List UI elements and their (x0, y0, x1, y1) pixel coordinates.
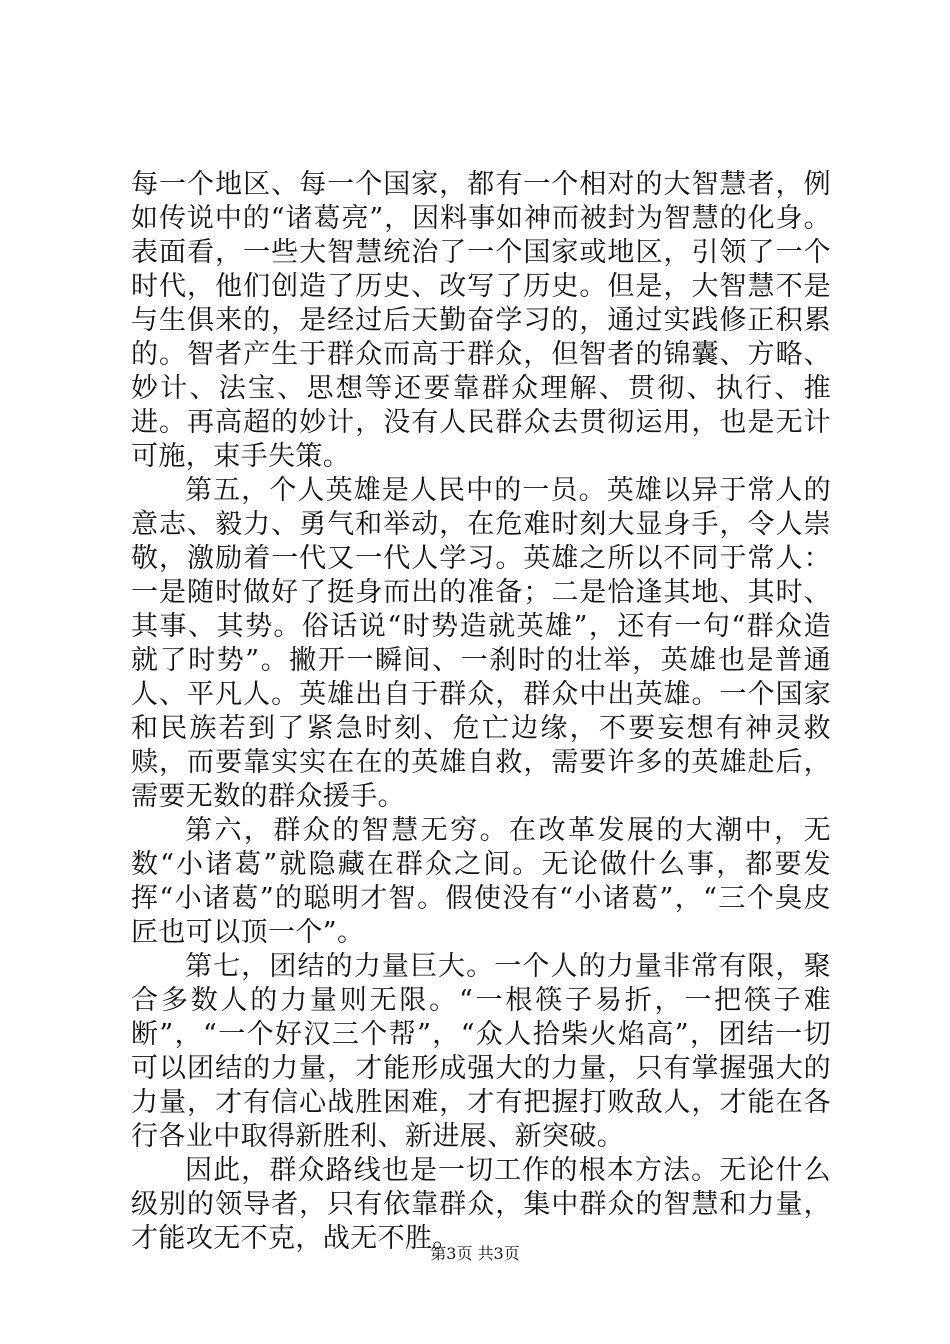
page-footer (0, 1244, 950, 1264)
paragraph-3: 第六，群众的智慧无穷。在改革发展的大潮中，无数“小诸葛”就隐藏在群众之间。无论做什么事，都要发挥“小诸葛”的聪明才智。假使没有“小诸葛”，“三个臭皮匠也可以顶一个”。 (131, 815, 831, 948)
paragraph-2: 第五，个人英雄是人民中的一员。英雄以异于常人的意志、毅力、勇气和举动，在危难时刻大显身手，令人崇敬，激励着一代又一代人学习。英雄之所以不同于常人：一是随时做好了挺身而出的准备；二是恰逢其地、其时、其事、其势。俗话说“时势造就英雄”，还有一句“群众造就了时势”。撇开一瞬间、一刹时的壮举，英雄也是普通人、平凡人。英雄出自于群众，群众中出英雄。一个国家和民族若到了紧急时刻、危亡边缘，不要妄想有神灵救赎，而要靠实实在在的英雄自救，需要许多的英雄赴后，需要无数的群众援手。 (131, 475, 831, 812)
body-text (131, 168, 831, 1256)
paragraph-5: 因此，群众路线也是一切工作的根本方法。无论什么级别的领导者，只有依靠群众，集中群众的智慧和力量，才能攻无不克，战无不胜。 (131, 1155, 831, 1254)
paragraph-1: 每一个地区、每一个国家，都有一个相对的大智慧者，例如传说中的“诸葛亮”，因料事如神而被封为智慧的化身。表面看，一些大智慧统治了一个国家或地区，引领了一个时代，他们创造了历史、改写了历史。但是，大智慧不是与生俱来的，是经过后天勤奋学习的，通过实践修正积累的。智者产生于群众而高于群众，但智者的锦囊、方略、妙计、法宝、思想等还要靠群众理解、贯彻、执行、推进。再高超的妙计，没有人民群众去贯彻运用，也是无计可施，束手失策。 (131, 169, 831, 472)
page-number: 第3页 共3页 (430, 1244, 520, 1263)
paragraph-4: 第七，团结的力量巨大。一个人的力量非常有限，聚合多数人的力量则无限。“一根筷子易折，一把筷子难断”，“一个好汉三个帮”，“众人拾柴火焰高”，团结一切可以团结的力量，才能形成强大的力量，只有掌握强大的力量，才有信心战胜困难，才有把握打败敌人，才能在各行各业中取得新胜利、新进展、新突破。 (131, 951, 831, 1152)
